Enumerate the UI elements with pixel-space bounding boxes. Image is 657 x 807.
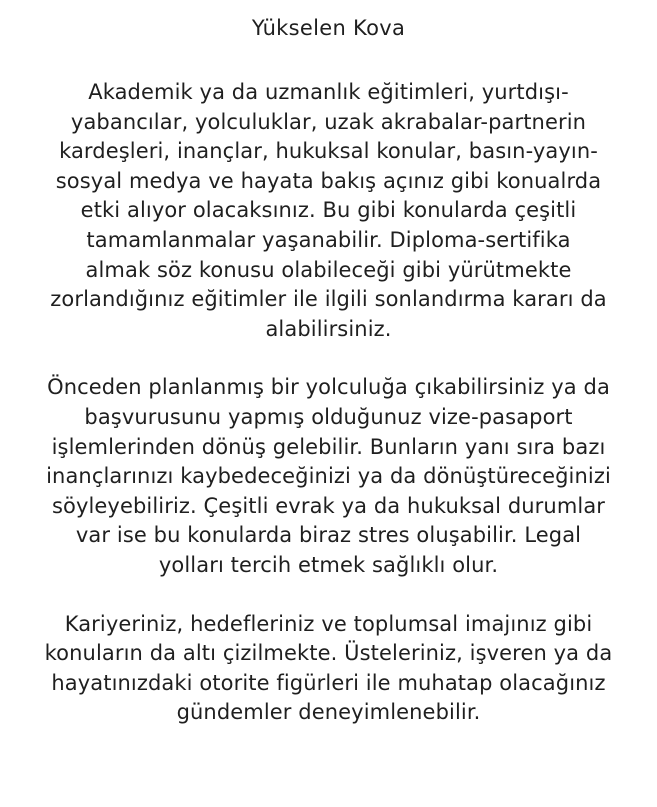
text-line: yabancılar, yolculuklar, uzak akrabalar-partnerin [70, 109, 587, 134]
text-line: alabilirsiniz. [265, 316, 392, 341]
text-line: gündemler deneyimlenebilir. [176, 700, 481, 725]
paragraph-3 [8, 610, 649, 728]
text-line: Akademik ya da uzmanlık eğitimleri, yurtdışı- [88, 80, 569, 104]
text-line: hayatınızdaki otorite figürleri ile muhatap olacağınız [51, 670, 606, 695]
text-line: inançlarınızı kaybedeceğinizi ya da dönüştüreceğinizi [46, 464, 611, 489]
text-line: başvurusunu yapmış olduğunuz vize-pasaport [84, 404, 573, 429]
paragraph-1 [8, 78, 649, 344]
text-line: etki alıyor olacaksınız. Bu gibi konularda çeşitli [80, 198, 577, 223]
paragraph-2 [8, 373, 649, 580]
text-line: almak söz konusu olabileceği gibi yürütmekte [85, 257, 572, 282]
text-line: konuların da altı çizilmekte. Üsteleriniz, işveren ya da [44, 641, 613, 666]
text-line: işlemlerinden dönüş gelebilir. Bunların yanı sıra bazı [51, 434, 606, 459]
text-line: zorlandığınız eğitimler ile ilgili sonlandırma kararı da [50, 287, 607, 312]
text-line: sosyal medya ve hayata bakış açınız gibi konualrda [55, 168, 602, 193]
text-line: kardeşleri, inançlar, hukuksal konular, basın-yayın- [59, 139, 598, 164]
text-line: var ise bu konularda biraz stres oluşabilir. Legal [75, 523, 582, 548]
text-line: yolları tercih etmek sağlıklı olur. [158, 552, 499, 577]
text-line: tamamlanmalar yaşanabilir. Diploma-sertifika [86, 227, 571, 252]
document-title: Yükselen Kova [251, 16, 406, 40]
text-line: Önceden planlanmış bir yolculuğa çıkabilirsiniz ya da [47, 375, 610, 400]
text-line: Kariyeriniz, hedefleriniz ve toplumsal imajınız gibi [64, 611, 593, 636]
text-line: söyleyebiliriz. Çeşitli evrak ya da hukuksal durumlar [51, 493, 606, 518]
